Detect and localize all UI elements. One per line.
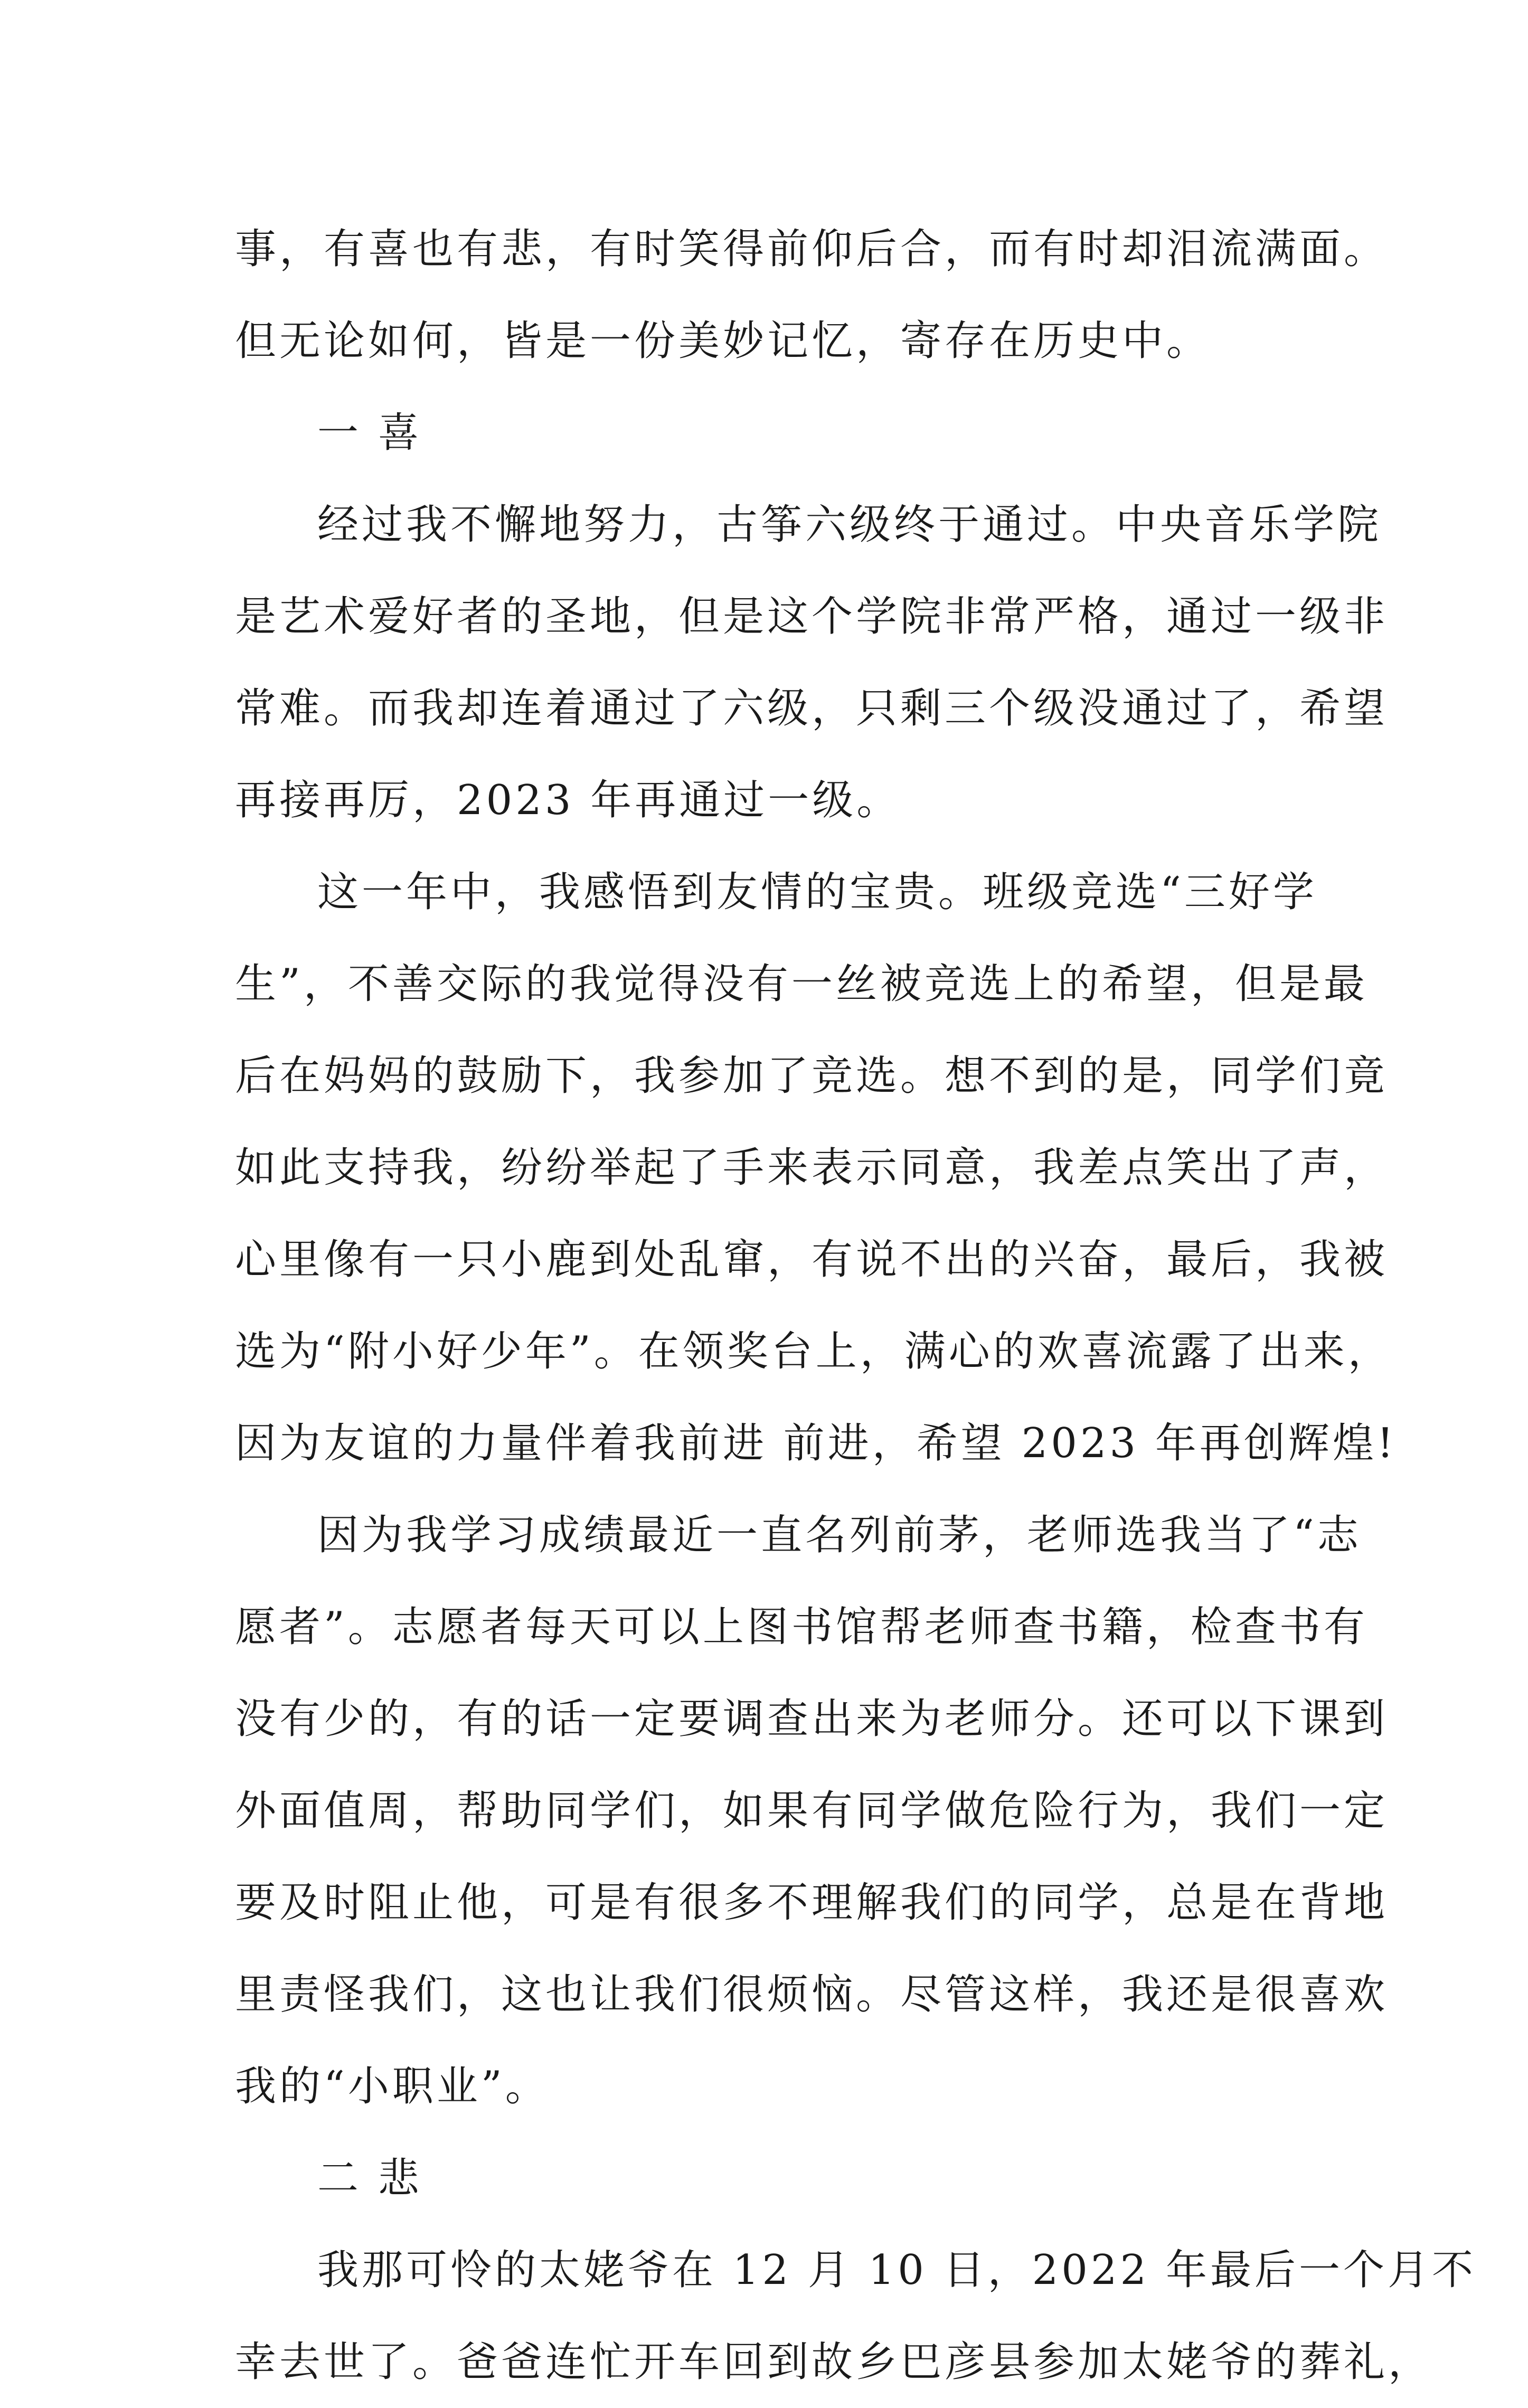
text-line: 再接再厉，2023 年再通过一级。 [235,777,901,824]
text-line: 因为我学习成绩最近一直名列前茅，老师选我当了“志 [317,1512,1362,1559]
document-body [235,203,1476,2408]
text-line: 是艺术爱好者的圣地，但是这个学院非常严格，通过一级非 [235,593,1389,640]
text-line: 但无论如何，皆是一份美妙记忆，寄存在历史中。 [235,317,1211,365]
text-line: 没有少的，有的话一定要调查出来为老师分。还可以下课到 [235,1695,1389,1743]
text-line: 经过我不懈地努力，古筝六级终于通过。中央音乐学院 [317,501,1382,549]
text-line: 幸去世了。爸爸连忙开车回到故乡巴彦县参加太姥爷的葬礼， [235,2338,1433,2386]
text-line: 选为“附小好少年”。在领奖台上，满心的欢喜流露了出来， [235,1328,1392,1375]
text-line: 如此支持我，纷纷举起了手来表示同意，我差点笑出了声， [235,1144,1389,1192]
text-line: 因为友谊的力量伴着我前进 前进，希望 2023 年再创辉煌! [235,1420,1397,1467]
text-line: 这一年中，我感悟到友情的宝贵。班级竞选“三好学 [317,868,1317,916]
text-line: 我那可怜的太姥爷在 12 月 10 日，2022 年最后一个月不 [317,2246,1476,2294]
text-line: 我的“小职业”。 [235,2063,550,2110]
text-line: 常难。而我却连着通过了六级，只剩三个级没通过了，希望 [235,685,1389,732]
text-line: 事，有喜也有悲，有时笑得前仰后合，而有时却泪流满面。 [235,225,1389,273]
text-line: 生”，不善交际的我觉得没有一丝被竞选上的希望，但是最 [235,960,1368,1008]
section-heading: 二 悲 [317,2155,422,2202]
text-line: 外面值周，帮助同学们，如果有同学做危险行为，我们一定 [235,1787,1389,1835]
text-line: 愿者”。志愿者每天可以上图书馆帮老师查书籍，检查书有 [235,1603,1368,1651]
text-line: 里责怪我们，这也让我们很烦恼。尽管这样，我还是很喜欢 [235,1971,1389,2018]
section-heading: 一 喜 [317,409,422,457]
text-line: 后在妈妈的鼓励下，我参加了竞选。想不到的是，同学们竟 [235,1052,1389,1100]
text-line: 心里像有一只小鹿到处乱窜，有说不出的兴奋，最后，我被 [235,1236,1389,1283]
text-line: 要及时阻止他，可是有很多不理解我们的同学，总是在背地 [235,1879,1389,1927]
